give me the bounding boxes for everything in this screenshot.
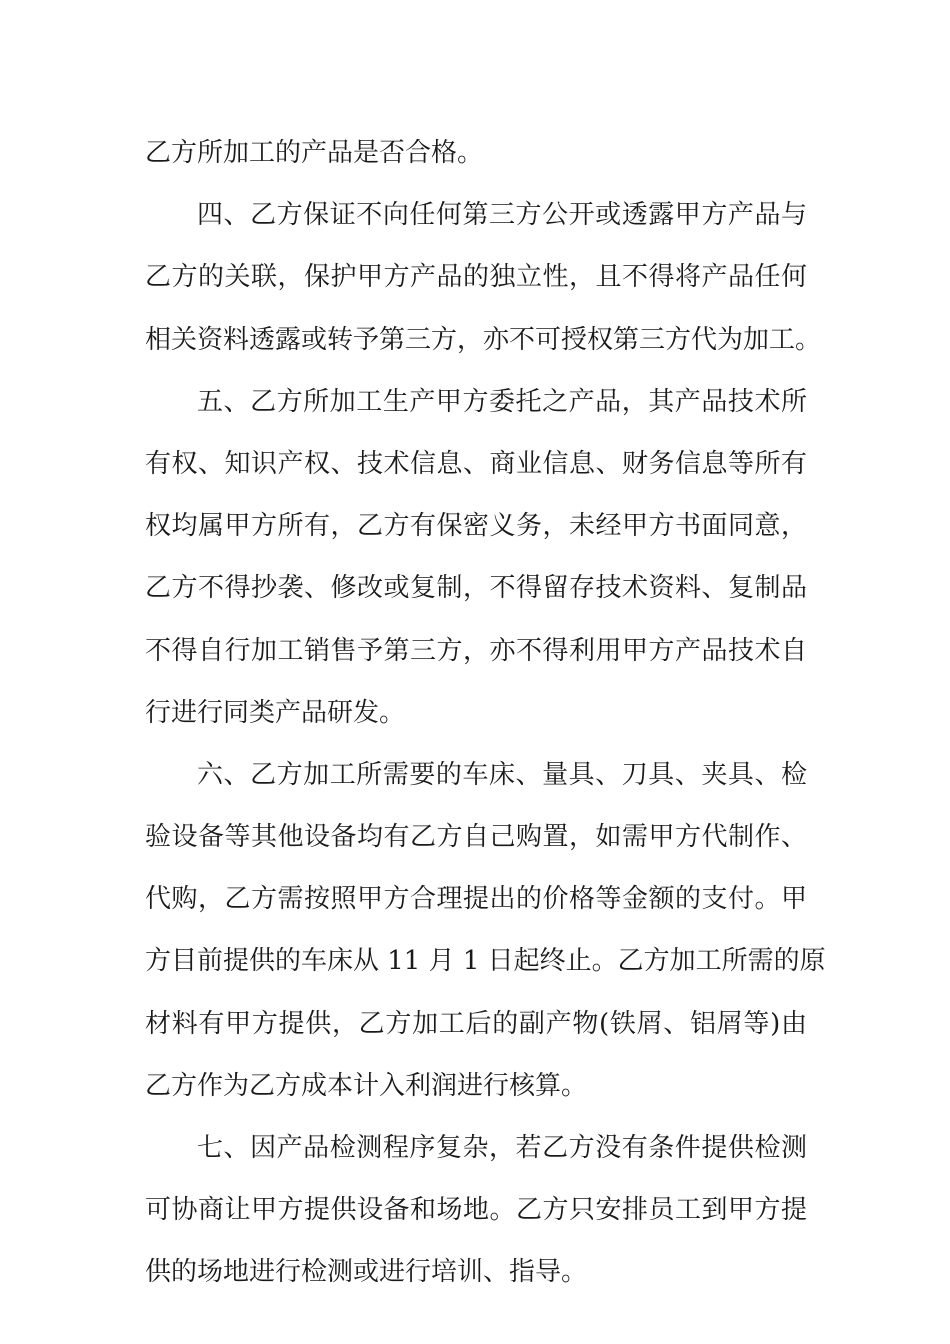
paragraph-3-end-line: 乙方所加工的产品是否合格。 [145, 138, 484, 168]
clause-5-line-3: 权均属甲方所有，乙方有保密义务，未经甲方书面同意， [145, 511, 807, 542]
clause-5-line-4: 乙方不得抄袭、修改或复制，不得留存技术资料、复制品 [145, 573, 807, 604]
clause-7-line-3: 供的场地进行检测或进行培训、指导。 [145, 1257, 588, 1288]
clause-5-line-1: 五、乙方所加工生产甲方委托之产品，其产品技术所 [197, 386, 807, 417]
clause-5-line-2: 有权、知识产权、技术信息、商业信息、财务信息等所有 [145, 448, 807, 479]
clause-4-line-2: 乙方的关联，保护甲方产品的独立性，且不得将产品任何 [145, 262, 807, 293]
clause-7-line-2: 可协商让甲方提供设备和场地。乙方只安排员工到甲方提 [145, 1195, 807, 1226]
clause-5-line-6: 行进行同类产品研发。 [145, 697, 406, 728]
clause-6-line-2: 验设备等其他设备均有乙方自己购置，如需甲方代制作、 [145, 822, 807, 853]
clause-4-line-3: 相关资料透露或转予第三方，亦不可授权第三方代为加工。 [145, 324, 822, 355]
document-body [145, 127, 826, 1299]
clause-6-line-3: 代购，乙方需按照甲方合理提出的价格等金额的支付。甲 [145, 884, 807, 915]
clause-6-line-1: 六、乙方加工所需要的车床、量具、刀具、夹具、检 [197, 759, 807, 790]
clause-4-line-1: 四、乙方保证不向任何第三方公开或透露甲方产品与 [197, 200, 807, 231]
clause-6-line-5: 材料有甲方提供，乙方加工后的副产物(铁屑、铝屑等)由 [145, 1008, 807, 1039]
clause-5-line-5: 不得自行加工销售予第三方，亦不得利用甲方产品技术自 [145, 635, 807, 666]
clause-6-line-4: 方目前提供的车床从 11 月 1 日起终止。乙方加工所需的原 [145, 946, 826, 977]
clause-6-line-6: 乙方作为乙方成本计入利润进行核算。 [145, 1070, 588, 1101]
clause-7-line-1: 七、因产品检测程序复杂，若乙方没有条件提供检测 [197, 1133, 807, 1163]
